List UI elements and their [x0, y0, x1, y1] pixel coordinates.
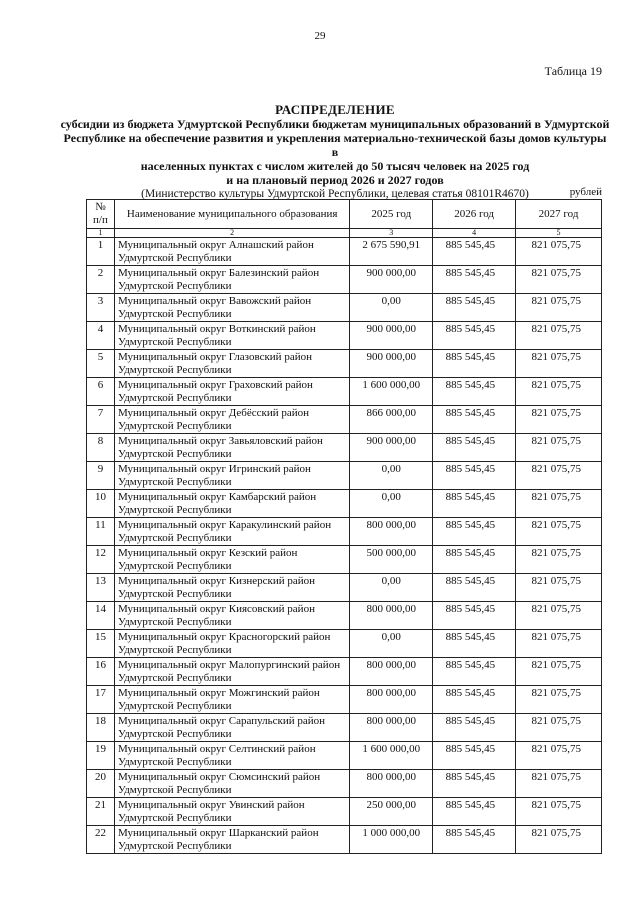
table-row: [87, 602, 602, 630]
amount-2026: 885 545,45: [433, 630, 516, 658]
table-row: [87, 770, 602, 798]
row-number: 10: [87, 490, 115, 518]
row-number: 15: [87, 630, 115, 658]
table-row: [87, 798, 602, 826]
amount-2027: 821 075,75: [516, 294, 602, 322]
column-number: 2: [114, 229, 349, 238]
row-number: 14: [87, 602, 115, 630]
amount-2026: 885 545,45: [433, 266, 516, 294]
header-2026: 2026 год: [433, 200, 516, 229]
amount-2026: 885 545,45: [433, 406, 516, 434]
amount-2026: 885 545,45: [433, 714, 516, 742]
amount-2027: 821 075,75: [516, 630, 602, 658]
amount-2027: 821 075,75: [516, 770, 602, 798]
amount-2027: 821 075,75: [516, 518, 602, 546]
amount-2025: 1 600 000,00: [350, 378, 433, 406]
row-number: 13: [87, 574, 115, 602]
amount-2026: 885 545,45: [433, 378, 516, 406]
amount-2025: 0,00: [350, 630, 433, 658]
municipality-name: Муниципальный округ Балезинский район Удмуртской Республики: [114, 266, 349, 294]
table-row: [87, 714, 602, 742]
amount-2027: 821 075,75: [516, 406, 602, 434]
amount-2025: 0,00: [350, 574, 433, 602]
amount-2027: 821 075,75: [516, 434, 602, 462]
amount-2026: 885 545,45: [433, 518, 516, 546]
row-number: 1: [87, 238, 115, 266]
column-number: 4: [433, 229, 516, 238]
amount-2027: 821 075,75: [516, 574, 602, 602]
amount-2026: 885 545,45: [433, 602, 516, 630]
table-row: [87, 322, 602, 350]
municipality-name: Муниципальный округ Кезский район Удмуртской Республики: [114, 546, 349, 574]
municipality-name: Муниципальный округ Малопургинский район Удмуртской Республики: [114, 658, 349, 686]
amount-2026: 885 545,45: [433, 686, 516, 714]
table-row: [87, 826, 602, 854]
amount-2027: 821 075,75: [516, 714, 602, 742]
amount-2025: 866 000,00: [350, 406, 433, 434]
row-number: 2: [87, 266, 115, 294]
column-number: 1: [87, 229, 115, 238]
row-number: 7: [87, 406, 115, 434]
table-row: [87, 490, 602, 518]
amount-2026: 885 545,45: [433, 742, 516, 770]
amount-2025: 0,00: [350, 490, 433, 518]
table-row: [87, 294, 602, 322]
header-2025: 2025 год: [350, 200, 433, 229]
row-number: 11: [87, 518, 115, 546]
table-row: [87, 238, 602, 266]
amount-2025: 1 000 000,00: [350, 826, 433, 854]
row-number: 21: [87, 798, 115, 826]
table-row: [87, 518, 602, 546]
amount-2025: 900 000,00: [350, 350, 433, 378]
amount-2025: 250 000,00: [350, 798, 433, 826]
units-label: рублей: [569, 186, 602, 198]
amount-2025: 800 000,00: [350, 686, 433, 714]
municipality-name: Муниципальный округ Завьяловский район Удмуртской Республики: [114, 434, 349, 462]
amount-2027: 821 075,75: [516, 742, 602, 770]
row-number: 18: [87, 714, 115, 742]
title-line-3: населенных пунктах с числом жителей до 50 тысяч человек на 2025 год: [140, 159, 530, 173]
table-row: [87, 350, 602, 378]
amount-2025: 800 000,00: [350, 602, 433, 630]
amount-2027: 821 075,75: [516, 378, 602, 406]
title-line-2: Республике на обеспечение развития и укрепления материально-технической базы домов культуры в: [63, 131, 607, 159]
amount-2026: 885 545,45: [433, 350, 516, 378]
amount-2027: 821 075,75: [516, 798, 602, 826]
municipality-name: Муниципальный округ Увинский район Удмуртской Республики: [114, 798, 349, 826]
amount-2027: 821 075,75: [516, 602, 602, 630]
amount-2027: 821 075,75: [516, 238, 602, 266]
row-number: 19: [87, 742, 115, 770]
amount-2027: 821 075,75: [516, 546, 602, 574]
municipality-name: Муниципальный округ Шарканский район Удмуртской Республики: [114, 826, 349, 854]
amount-2025: 2 675 590,91: [350, 238, 433, 266]
municipality-name: Муниципальный округ Воткинский район Удмуртской Республики: [114, 322, 349, 350]
distribution-table: [86, 199, 602, 854]
row-number: 4: [87, 322, 115, 350]
amount-2027: 821 075,75: [516, 350, 602, 378]
amount-2025: 1 600 000,00: [350, 742, 433, 770]
table-row: [87, 266, 602, 294]
amount-2027: 821 075,75: [516, 658, 602, 686]
amount-2026: 885 545,45: [433, 770, 516, 798]
amount-2025: 800 000,00: [350, 714, 433, 742]
title-note: (Министерство культуры Удмуртской Республики, целевая статья 08101R4670): [141, 188, 529, 200]
municipality-name: Муниципальный округ Каракулинский район Удмуртской Республики: [114, 518, 349, 546]
title-line-4: и на плановый период 2026 и 2027 годов: [226, 173, 444, 187]
table-body: [87, 238, 602, 854]
municipality-name: Муниципальный округ Дебёсский район Удмуртской Республики: [114, 406, 349, 434]
table-row: [87, 574, 602, 602]
row-number: 5: [87, 350, 115, 378]
amount-2025: 800 000,00: [350, 518, 433, 546]
row-number: 17: [87, 686, 115, 714]
amount-2027: 821 075,75: [516, 462, 602, 490]
table-row: [87, 658, 602, 686]
amount-2026: 885 545,45: [433, 322, 516, 350]
title-block: [60, 102, 610, 201]
amount-2026: 885 545,45: [433, 658, 516, 686]
amount-2026: 885 545,45: [433, 238, 516, 266]
row-number: 9: [87, 462, 115, 490]
municipality-name: Муниципальный округ Красногорский район Удмуртской Республики: [114, 630, 349, 658]
amount-2025: 800 000,00: [350, 770, 433, 798]
amount-2026: 885 545,45: [433, 462, 516, 490]
table-label: Таблица 19: [544, 64, 602, 78]
table-row: [87, 546, 602, 574]
amount-2026: 885 545,45: [433, 574, 516, 602]
title-line-1: субсидии из бюджета Удмуртской Республики бюджетам муниципальных образований в Удмуртской: [60, 117, 610, 131]
row-number: 20: [87, 770, 115, 798]
amount-2025: 500 000,00: [350, 546, 433, 574]
row-number: 8: [87, 434, 115, 462]
table-row: [87, 406, 602, 434]
header-number: № п/п: [87, 200, 115, 229]
row-number: 6: [87, 378, 115, 406]
municipality-name: Муниципальный округ Камбарский район Удмуртской Республики: [114, 490, 349, 518]
document-title: РАСПРЕДЕЛЕНИЕ: [275, 102, 395, 117]
amount-2027: 821 075,75: [516, 826, 602, 854]
amount-2025: 900 000,00: [350, 322, 433, 350]
header-2027: 2027 год: [516, 200, 602, 229]
municipality-name: Муниципальный округ Можгинский район Удмуртской Республики: [114, 686, 349, 714]
amount-2026: 885 545,45: [433, 294, 516, 322]
amount-2025: 900 000,00: [350, 434, 433, 462]
table-row: [87, 462, 602, 490]
municipality-name: Муниципальный округ Селтинский район Удмуртской Республики: [114, 742, 349, 770]
row-number: 22: [87, 826, 115, 854]
table-row: [87, 434, 602, 462]
header-name: Наименование муниципального образования: [114, 200, 349, 229]
column-number: 3: [350, 229, 433, 238]
amount-2027: 821 075,75: [516, 266, 602, 294]
municipality-name: Муниципальный округ Алнашский район Удмуртской Республики: [114, 238, 349, 266]
municipality-name: Муниципальный округ Киясовский район Удмуртской Республики: [114, 602, 349, 630]
amount-2027: 821 075,75: [516, 322, 602, 350]
column-number: 5: [516, 229, 602, 238]
amount-2025: 0,00: [350, 462, 433, 490]
amount-2025: 0,00: [350, 294, 433, 322]
table-row: [87, 686, 602, 714]
municipality-name: Муниципальный округ Игринский район Удмуртской Республики: [114, 462, 349, 490]
row-number: 16: [87, 658, 115, 686]
column-number-row: [87, 229, 602, 238]
row-number: 3: [87, 294, 115, 322]
amount-2026: 885 545,45: [433, 490, 516, 518]
amount-2026: 885 545,45: [433, 434, 516, 462]
table-row: [87, 742, 602, 770]
table-header-row: [87, 200, 602, 229]
amount-2027: 821 075,75: [516, 686, 602, 714]
amount-2025: 800 000,00: [350, 658, 433, 686]
row-number: 12: [87, 546, 115, 574]
municipality-name: Муниципальный округ Кизнерский район Удмуртской Республики: [114, 574, 349, 602]
municipality-name: Муниципальный округ Вавожский район Удмуртской Республики: [114, 294, 349, 322]
municipality-name: Муниципальный округ Глазовский район Удмуртской Республики: [114, 350, 349, 378]
amount-2026: 885 545,45: [433, 826, 516, 854]
page-number: 29: [314, 30, 326, 42]
table-row: [87, 630, 602, 658]
municipality-name: Муниципальный округ Граховский район Удмуртской Республики: [114, 378, 349, 406]
amount-2026: 885 545,45: [433, 798, 516, 826]
table-row: [87, 378, 602, 406]
municipality-name: Муниципальный округ Сарапульский район Удмуртской Республики: [114, 714, 349, 742]
amount-2027: 821 075,75: [516, 490, 602, 518]
municipality-name: Муниципальный округ Сюмсинский район Удмуртской Республики: [114, 770, 349, 798]
amount-2025: 900 000,00: [350, 266, 433, 294]
amount-2026: 885 545,45: [433, 546, 516, 574]
